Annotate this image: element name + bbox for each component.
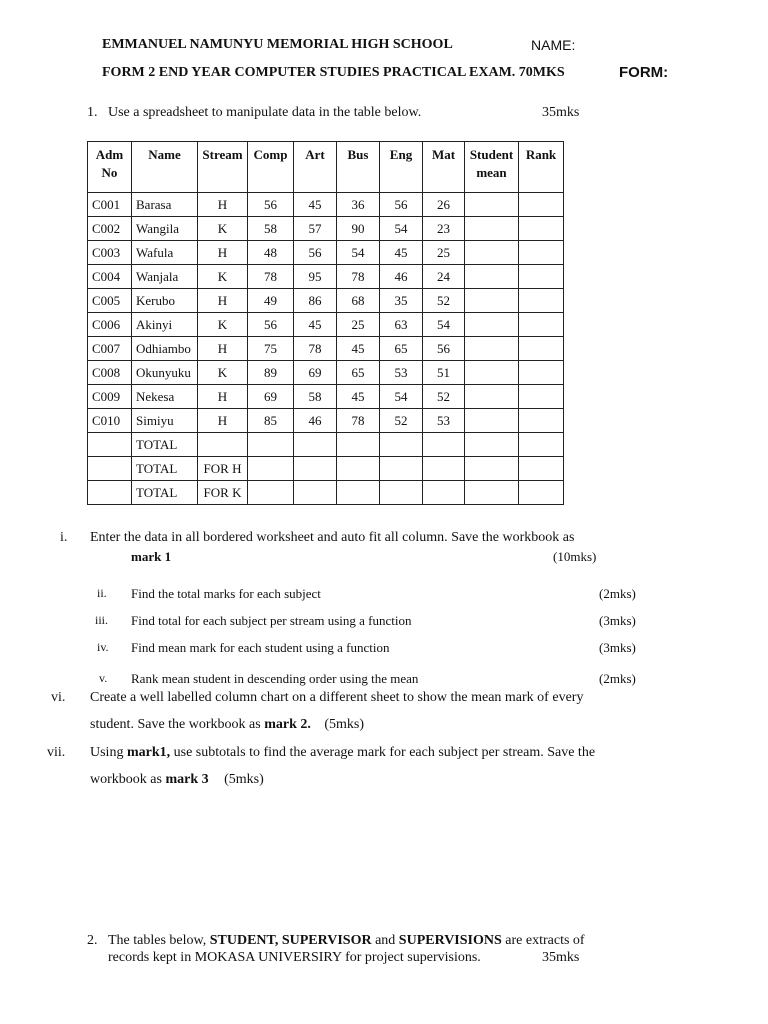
task-vii-line2-pre: workbook as [90,772,162,787]
table-cell: C007 [88,337,132,361]
table-cell: 25 [337,313,380,337]
table-cell: 23 [423,217,465,241]
table-cell [465,361,519,385]
table-cell: H [198,385,248,409]
task-vi-line2-text: student. Save the workbook as [90,717,261,732]
table-cell: 54 [380,385,423,409]
table-cell [519,457,564,481]
question-2-table-names: STUDENT, SUPERVISOR [209,933,372,948]
table-cell: 53 [423,409,465,433]
column-header: Mat [423,142,465,193]
task-vi-line1: Create a well labelled column chart on a different sheet to show the mean mark of every [90,690,584,705]
table-cell [380,433,423,457]
task-vii-marks: (5mks) [224,772,264,787]
task-vii-line2 [90,772,264,788]
table-cell: 45 [337,385,380,409]
table-cell [519,241,564,265]
table-cell: K [198,265,248,289]
table-cell [248,433,294,457]
table-row [88,457,564,481]
table-cell: 45 [294,193,337,217]
table-cell [519,385,564,409]
task-i-text: Enter the data in all bordered worksheet and auto fit all column. Save the workbook as [90,530,575,545]
column-header: Student mean [465,142,519,193]
table-cell [519,265,564,289]
table-cell: C006 [88,313,132,337]
student-marks-table [87,141,564,505]
table-cell [465,409,519,433]
table-cell [519,193,564,217]
table-cell: 52 [423,289,465,313]
task-ii-marks: (2mks) [599,586,636,601]
table-cell: Wanjala [132,265,198,289]
table-cell [88,433,132,457]
table-cell: K [198,217,248,241]
column-header: Rank [519,142,564,193]
task-vii-number: vii. [47,745,66,760]
table-row [88,433,564,457]
table-cell [465,217,519,241]
table-cell [519,409,564,433]
table-cell: C002 [88,217,132,241]
table-cell: H [198,193,248,217]
table-cell [519,433,564,457]
table-cell: C010 [88,409,132,433]
table-cell: 24 [423,265,465,289]
column-header: Stream [198,142,248,193]
table-cell [465,193,519,217]
table-cell [294,481,337,505]
column-header: Name [132,142,198,193]
task-i-marks: (10mks) [553,549,597,564]
table-cell: Wafula [132,241,198,265]
table-cell: FOR K [198,481,248,505]
table-cell: 95 [294,265,337,289]
table-cell: 45 [294,313,337,337]
table-cell [88,457,132,481]
question-1-number: 1. [87,105,98,120]
table-cell: 68 [337,289,380,313]
table-cell: 56 [248,193,294,217]
table-row [88,409,564,433]
table-cell: TOTAL [132,481,198,505]
question-2-line2: records kept in MOKASA UNIVERSIRY for project supervisions. [108,950,481,965]
table-cell: 78 [337,265,380,289]
table-cell: 78 [337,409,380,433]
table-row [88,193,564,217]
table-cell: 65 [337,361,380,385]
task-vi-number: vi. [51,690,66,705]
table-cell [465,265,519,289]
table-cell [519,313,564,337]
table-header-row [88,142,564,193]
table-cell: 56 [423,337,465,361]
table-cell: 86 [294,289,337,313]
question-2-post: are extracts of [505,933,585,948]
table-cell [519,337,564,361]
table-row [88,289,564,313]
table-cell [198,433,248,457]
table-cell [248,457,294,481]
table-cell: Odhiambo [132,337,198,361]
table-cell [294,457,337,481]
task-ii-number: ii. [97,586,107,600]
task-iv-text: Find mean mark for each student using a function [131,640,390,655]
table-cell: 46 [380,265,423,289]
table-cell: 36 [337,193,380,217]
table-cell: H [198,241,248,265]
table-cell: 56 [380,193,423,217]
table-cell: 57 [294,217,337,241]
task-vi-line2 [90,717,364,733]
name-label: NAME: [531,37,576,53]
table-row [88,241,564,265]
task-v-text: Rank mean student in descending order using the mean [131,671,419,686]
table-cell: 45 [380,241,423,265]
table-cell: Nekesa [132,385,198,409]
task-iv-marks: (3mks) [599,640,636,655]
table-cell: Wangila [132,217,198,241]
question-2-marks: 35mks [542,950,580,965]
question-2-number: 2. [87,933,98,948]
table-cell: C005 [88,289,132,313]
task-vii-line1-pre: Using [90,745,124,760]
table-cell [337,457,380,481]
task-i-bold: mark 1 [131,549,172,564]
table-cell: 78 [248,265,294,289]
table-cell: 54 [337,241,380,265]
table-cell: 46 [294,409,337,433]
table-cell: 69 [294,361,337,385]
table-cell [519,217,564,241]
table-cell [465,433,519,457]
task-iii-text: Find total for each subject per stream using a function [131,613,412,628]
table-cell: H [198,337,248,361]
task-vii-line1 [90,745,595,761]
column-header: Bus [337,142,380,193]
task-vii-line1-post: use subtotals to find the average mark for each subject per stream. Save the [173,745,596,760]
table-cell: H [198,409,248,433]
table-cell: Simiyu [132,409,198,433]
task-vi-marks: (5mks) [324,717,365,732]
table-cell [519,361,564,385]
table-cell [465,457,519,481]
table-cell: 52 [380,409,423,433]
table-cell: 63 [380,313,423,337]
table-cell: H [198,289,248,313]
question-2-line1 [108,933,585,949]
form-label: FORM: [619,64,669,81]
table-cell: 26 [423,193,465,217]
table-cell [294,433,337,457]
task-vii-source-file: mark1, [126,745,171,760]
task-vii-filename: mark 3 [165,772,209,787]
table-cell: 25 [423,241,465,265]
table-row [88,265,564,289]
table-cell: 52 [423,385,465,409]
table-cell: C003 [88,241,132,265]
table-cell [337,481,380,505]
table-cell: TOTAL [132,457,198,481]
table-row [88,385,564,409]
school-name: EMMANUEL NAMUNYU MEMORIAL HIGH SCHOOL [102,37,453,52]
task-iii-marks: (3mks) [599,613,636,628]
table-cell: 35 [380,289,423,313]
table-cell: C009 [88,385,132,409]
table-cell [465,337,519,361]
table-cell [380,481,423,505]
question-2-and: and [375,933,396,948]
question-2-pre: The tables below, [108,933,207,948]
table-cell: Okunyuku [132,361,198,385]
table-cell [465,313,519,337]
table-row [88,313,564,337]
task-iv-number: iv. [97,640,109,654]
table-row [88,361,564,385]
column-header: Comp [248,142,294,193]
table-cell: C004 [88,265,132,289]
table-cell: C001 [88,193,132,217]
table-row [88,217,564,241]
table-cell: Kerubo [132,289,198,313]
table-cell [423,433,465,457]
table-cell: K [198,361,248,385]
table-row [88,481,564,505]
table-cell: 54 [380,217,423,241]
table-cell: 65 [380,337,423,361]
table-cell: 78 [294,337,337,361]
table-cell: K [198,313,248,337]
table-cell [465,481,519,505]
table-cell: 75 [248,337,294,361]
table-cell: C008 [88,361,132,385]
table-cell [519,289,564,313]
table-cell: 90 [337,217,380,241]
table-cell: 58 [294,385,337,409]
table-cell [465,241,519,265]
task-v-marks: (2mks) [599,671,636,686]
table-cell: Barasa [132,193,198,217]
task-ii-text: Find the total marks for each subject [131,586,321,601]
table-cell: TOTAL [132,433,198,457]
table-cell [465,289,519,313]
table-cell: 54 [423,313,465,337]
table-cell [423,457,465,481]
table-row [88,337,564,361]
table-cell [423,481,465,505]
task-iii-number: iii. [95,613,109,627]
table-cell [88,481,132,505]
column-header: Art [294,142,337,193]
table-cell [337,433,380,457]
table-cell: 51 [423,361,465,385]
table-cell: 69 [248,385,294,409]
task-v-number: v. [99,671,108,685]
table-cell [465,385,519,409]
task-i-number: i. [60,530,68,545]
question-1-text: Use a spreadsheet to manipulate data in the table below. [108,105,422,120]
question-1-marks: 35mks [542,105,580,120]
table-cell: 49 [248,289,294,313]
table-cell [380,457,423,481]
column-header: Eng [380,142,423,193]
exam-title: FORM 2 END YEAR COMPUTER STUDIES PRACTICAL EXAM. 70MKS [102,65,565,80]
column-header: Adm No [88,142,132,193]
table-cell: FOR H [198,457,248,481]
table-cell: 48 [248,241,294,265]
table-cell [519,481,564,505]
table-cell: 56 [294,241,337,265]
table-cell [248,481,294,505]
table-cell: 53 [380,361,423,385]
table-cell: Akinyi [132,313,198,337]
task-vi-filename: mark 2. [264,717,311,732]
table-cell: 45 [337,337,380,361]
table-cell: 58 [248,217,294,241]
question-2-supervisions: SUPERVISIONS [398,933,502,948]
table-cell: 85 [248,409,294,433]
table-cell: 89 [248,361,294,385]
table-cell: 56 [248,313,294,337]
